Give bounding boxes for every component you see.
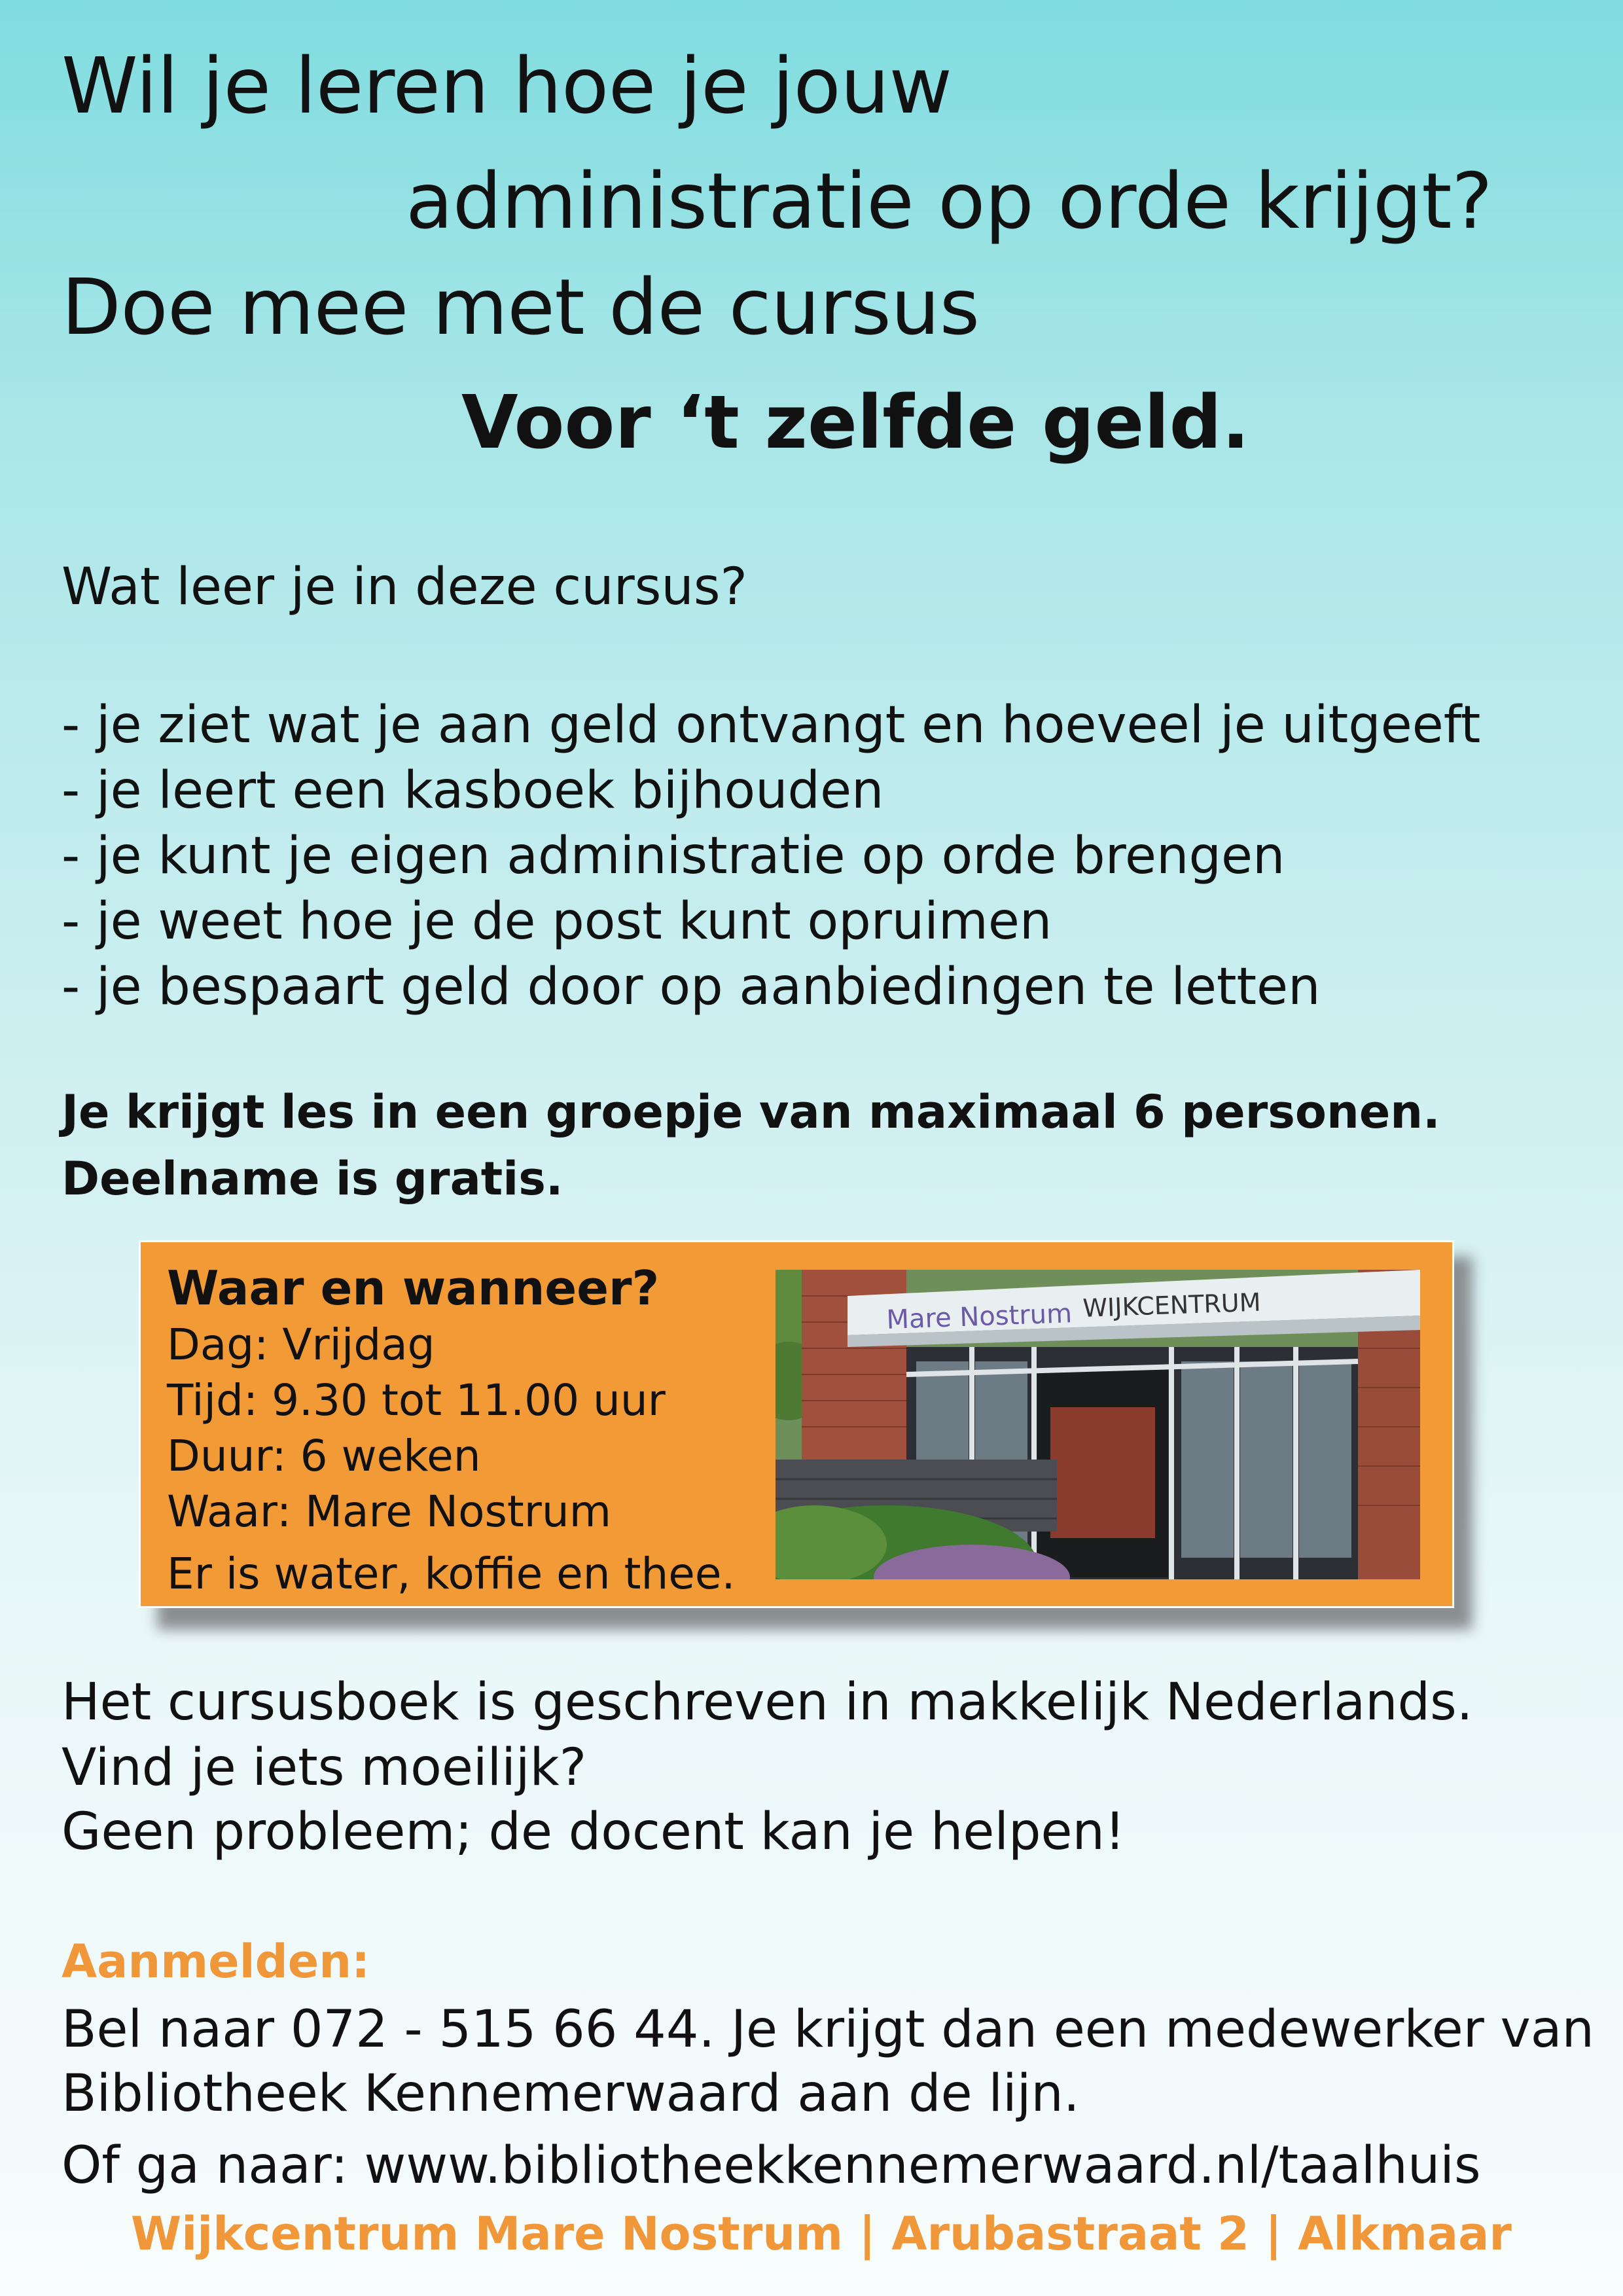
info-refreshments: Er is water, koffie en thee. (167, 1549, 736, 1599)
signup-library: Bibliotheek Kennemerwaard aan de lijn. (62, 2064, 1080, 2123)
book-info-line-1: Het cursusboek is geschreven in makkelijk Nederlands. (62, 1673, 1473, 1732)
course-title: Voor ‘t zelfde geld. (461, 380, 1250, 465)
footer-address: Wijkcentrum Mare Nostrum | Arubastraat 2 | Alkmaar (131, 2207, 1512, 2261)
free-participation: Deelname is gratis. (62, 1152, 563, 1206)
info-time: Tijd: 9.30 tot 11.00 uur (167, 1375, 666, 1426)
list-item: - je bespaart geld door op aanbiedingen te letten (62, 958, 1321, 1016)
list-item: - je ziet wat je aan geld ontvangt en hoeveel je uitgeeft (62, 696, 1481, 755)
headline-line-3: Doe mee met de cursus (62, 262, 980, 352)
book-info-line-3: Geen probleem; de docent kan je helpen! (62, 1803, 1126, 1861)
info-place: Waar: Mare Nostrum (167, 1486, 612, 1537)
book-info-line-2: Vind je iets moeilijk? (62, 1738, 587, 1797)
info-day: Dag: Vrijdag (167, 1319, 435, 1370)
intro-question: Wat leer je in deze cursus? (62, 558, 747, 617)
headline-line-2: administratie op orde krijgt? (406, 156, 1493, 246)
group-size-info: Je krijgt les in een groepje van maximaal 6 personen. (62, 1085, 1440, 1139)
learn-list (62, 692, 1480, 1020)
building-photo (776, 1270, 1420, 1579)
sign-mare-nostrum: Mare Nostrum (885, 1299, 1073, 1335)
signup-heading: Aanmelden: (62, 1935, 370, 1988)
headline-line-1: Wil je leren hoe je jouw (62, 41, 952, 131)
list-item: - je weet hoe je de post kunt opruimen (62, 892, 1052, 951)
info-duration: Duur: 6 weken (167, 1431, 481, 1481)
signup-website[interactable]: Of ga naar: www.bibliotheekkennemerwaard.nl/taalhuis (62, 2136, 1481, 2195)
list-item: - je kunt je eigen administratie op orde brengen (62, 827, 1285, 886)
sign-wijkcentrum: WIJKCENTRUM (1082, 1287, 1262, 1323)
signup-phone: Bel naar 072 - 515 66 44. Je krijgt dan een medewerker van (62, 2000, 1594, 2059)
list-item: - je leert een kasboek bijhouden (62, 761, 884, 820)
info-box-title: Waar en wanneer? (167, 1261, 660, 1316)
info-box (139, 1240, 1454, 1608)
